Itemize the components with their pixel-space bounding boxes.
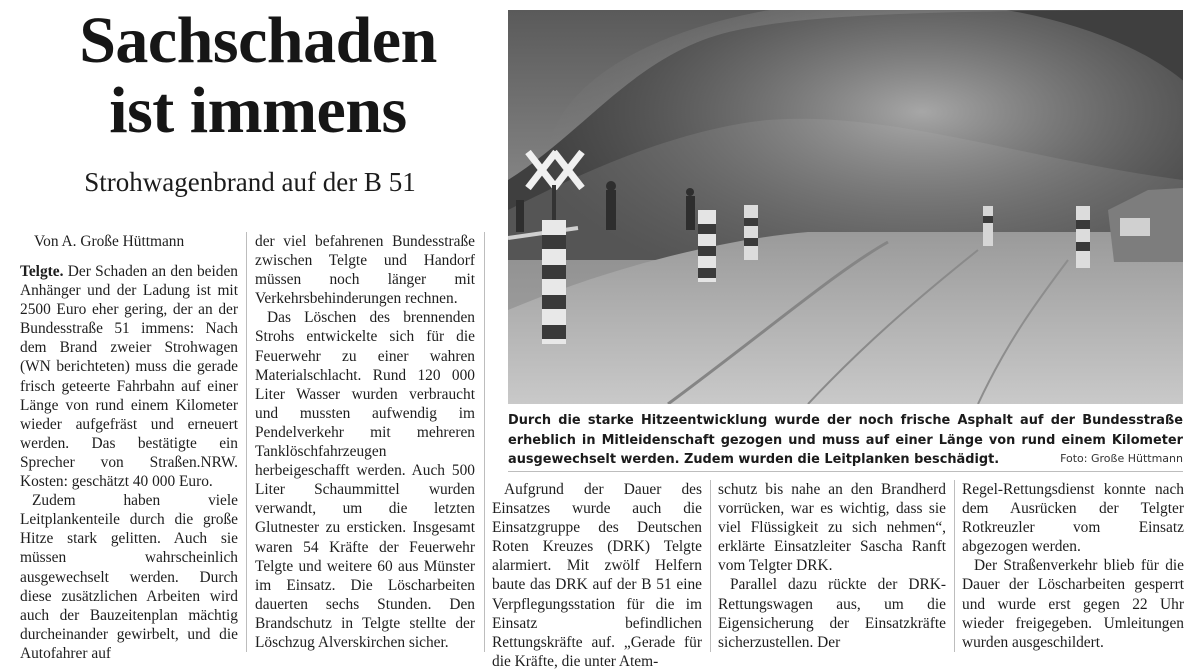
headline [28, 6, 488, 146]
paragraph-text: Der Schaden an den beiden Anhänger und der Ladung ist mit 2500 Euro eher gering, der an der Bundesstraße 51 immens: Nach dem Brand zweier Strohwagen (WN berichteten) muss die gerade frisch geteerte Fahrbahn auf einer Länge von rund einem Kilometer wieder aufgefräst und erneuert werden. Das bestätigte ein Sprecher von Straßen.NRW. Kosten: geschätzt 40 000 Euro. [20, 263, 238, 491]
article-column-1 [20, 262, 238, 663]
paragraph: Aufgrund der Dauer des Einsatzes wurde auch die Einsatzgruppe des Deutschen Roten Kreuzes (DRK) Telgte alarmiert. Mit zwölf Helfern baute das DRK auf der B 51 eine Verpflegungsstation für die im Einsatz befindlichen Rettungskräfte auf. „Gerade für die Kräfte, die unter Atem- [492, 481, 702, 670]
paragraph: Parallel dazu rückte der DRK-Rettungswagen aus, um die Eigensicherung der Einsatzkräfte sicherzustellen. Der [718, 576, 946, 651]
paragraph: schutz bis nahe an den Brandherd vorrücken, war es wichtig, dass sie viel Flüssigkeit zu sich nehmen“, erklärte Einsatzleiter Sascha Ranft vom Telgter DRK. [718, 481, 946, 575]
paragraph [20, 262, 238, 491]
headline-line-2: ist immens [109, 74, 407, 147]
photo-caption [508, 411, 1183, 470]
article-column-3 [492, 480, 702, 671]
article-column-2 [255, 232, 475, 652]
article-column-4 [718, 480, 946, 652]
column-divider [954, 480, 955, 652]
subheadline: Strohwagenbrand auf der B 51 [84, 167, 416, 197]
paragraph: Der Straßenverkehr blieb für die Dauer der Löscharbeiten gesperrt und wurde erst gegen 22 Uhr wieder freigegeben. Umleitungen wurden ausgeschildert. [962, 557, 1184, 651]
paragraph: Regel-Rettungsdienst konnte nach dem Ausrücken der Telgter Rotkreuzler vom Einsatz abgezogen werden. [962, 481, 1184, 556]
road-fire-photo [508, 10, 1183, 404]
paragraph: Das Löschen des brennenden Strohs entwickelte sich für die Feuerwehr zu einer wahren Materialschlacht. Rund 120 000 Liter Wasser wurden verbraucht und mussten aufwendig im Pendelverkehr mit mehreren Tanklöschfahrzeugen herbeigeschafft werden. Auch 500 Liter Schaummittel wurden verwandt, um die letzten Glutnester zu ersticken. Insgesamt waren 54 Kräfte der Feuerwehr Telgte und weitere 60 aus Münster im Einsatz. Die Löscharbeiten dauerten sechs Stunden. Den Brandschutz in Telgte stellte der Löschzug Alverskirchen sicher. [255, 309, 475, 651]
caption-divider [508, 471, 1183, 472]
column-divider [484, 232, 485, 652]
photo-credit: Foto: Große Hüttmann [1060, 452, 1183, 465]
column-divider [246, 232, 247, 652]
dateline: Telgte. [20, 263, 64, 280]
paragraph: der viel befahrenen Bundesstraße zwischen Telgte und Handorf müssen noch länger mit Verkehrsbehinderungen rechnen. [255, 233, 475, 308]
article-column-5 [962, 480, 1184, 652]
headline-line-1: Sachschaden [79, 4, 437, 77]
paragraph: Zudem haben viele Leitplankenteile durch die große Hitze stark gelitten. Auch sie müssen wahrscheinlich ausgewechselt werden. Durch diese zusätzlichen Arbeiten wird auch der Bauzeitenplan mächtig durcheinander gewirbelt, und die Autofahrer auf [20, 492, 238, 662]
byline: Von A. Große Hüttmann [34, 233, 185, 250]
news-photo [508, 10, 1183, 404]
caption-text: Durch die starke Hitzeentwicklung wurde der noch frische Asphalt auf der Bundesstraße erheblich in Mitleidenschaft gezogen und muss auf einer Länge von rund einem Kilometer ausgewechselt werden. Zudem wurden die Leitplanken beschädigt. [508, 413, 1183, 467]
column-divider [710, 480, 711, 652]
